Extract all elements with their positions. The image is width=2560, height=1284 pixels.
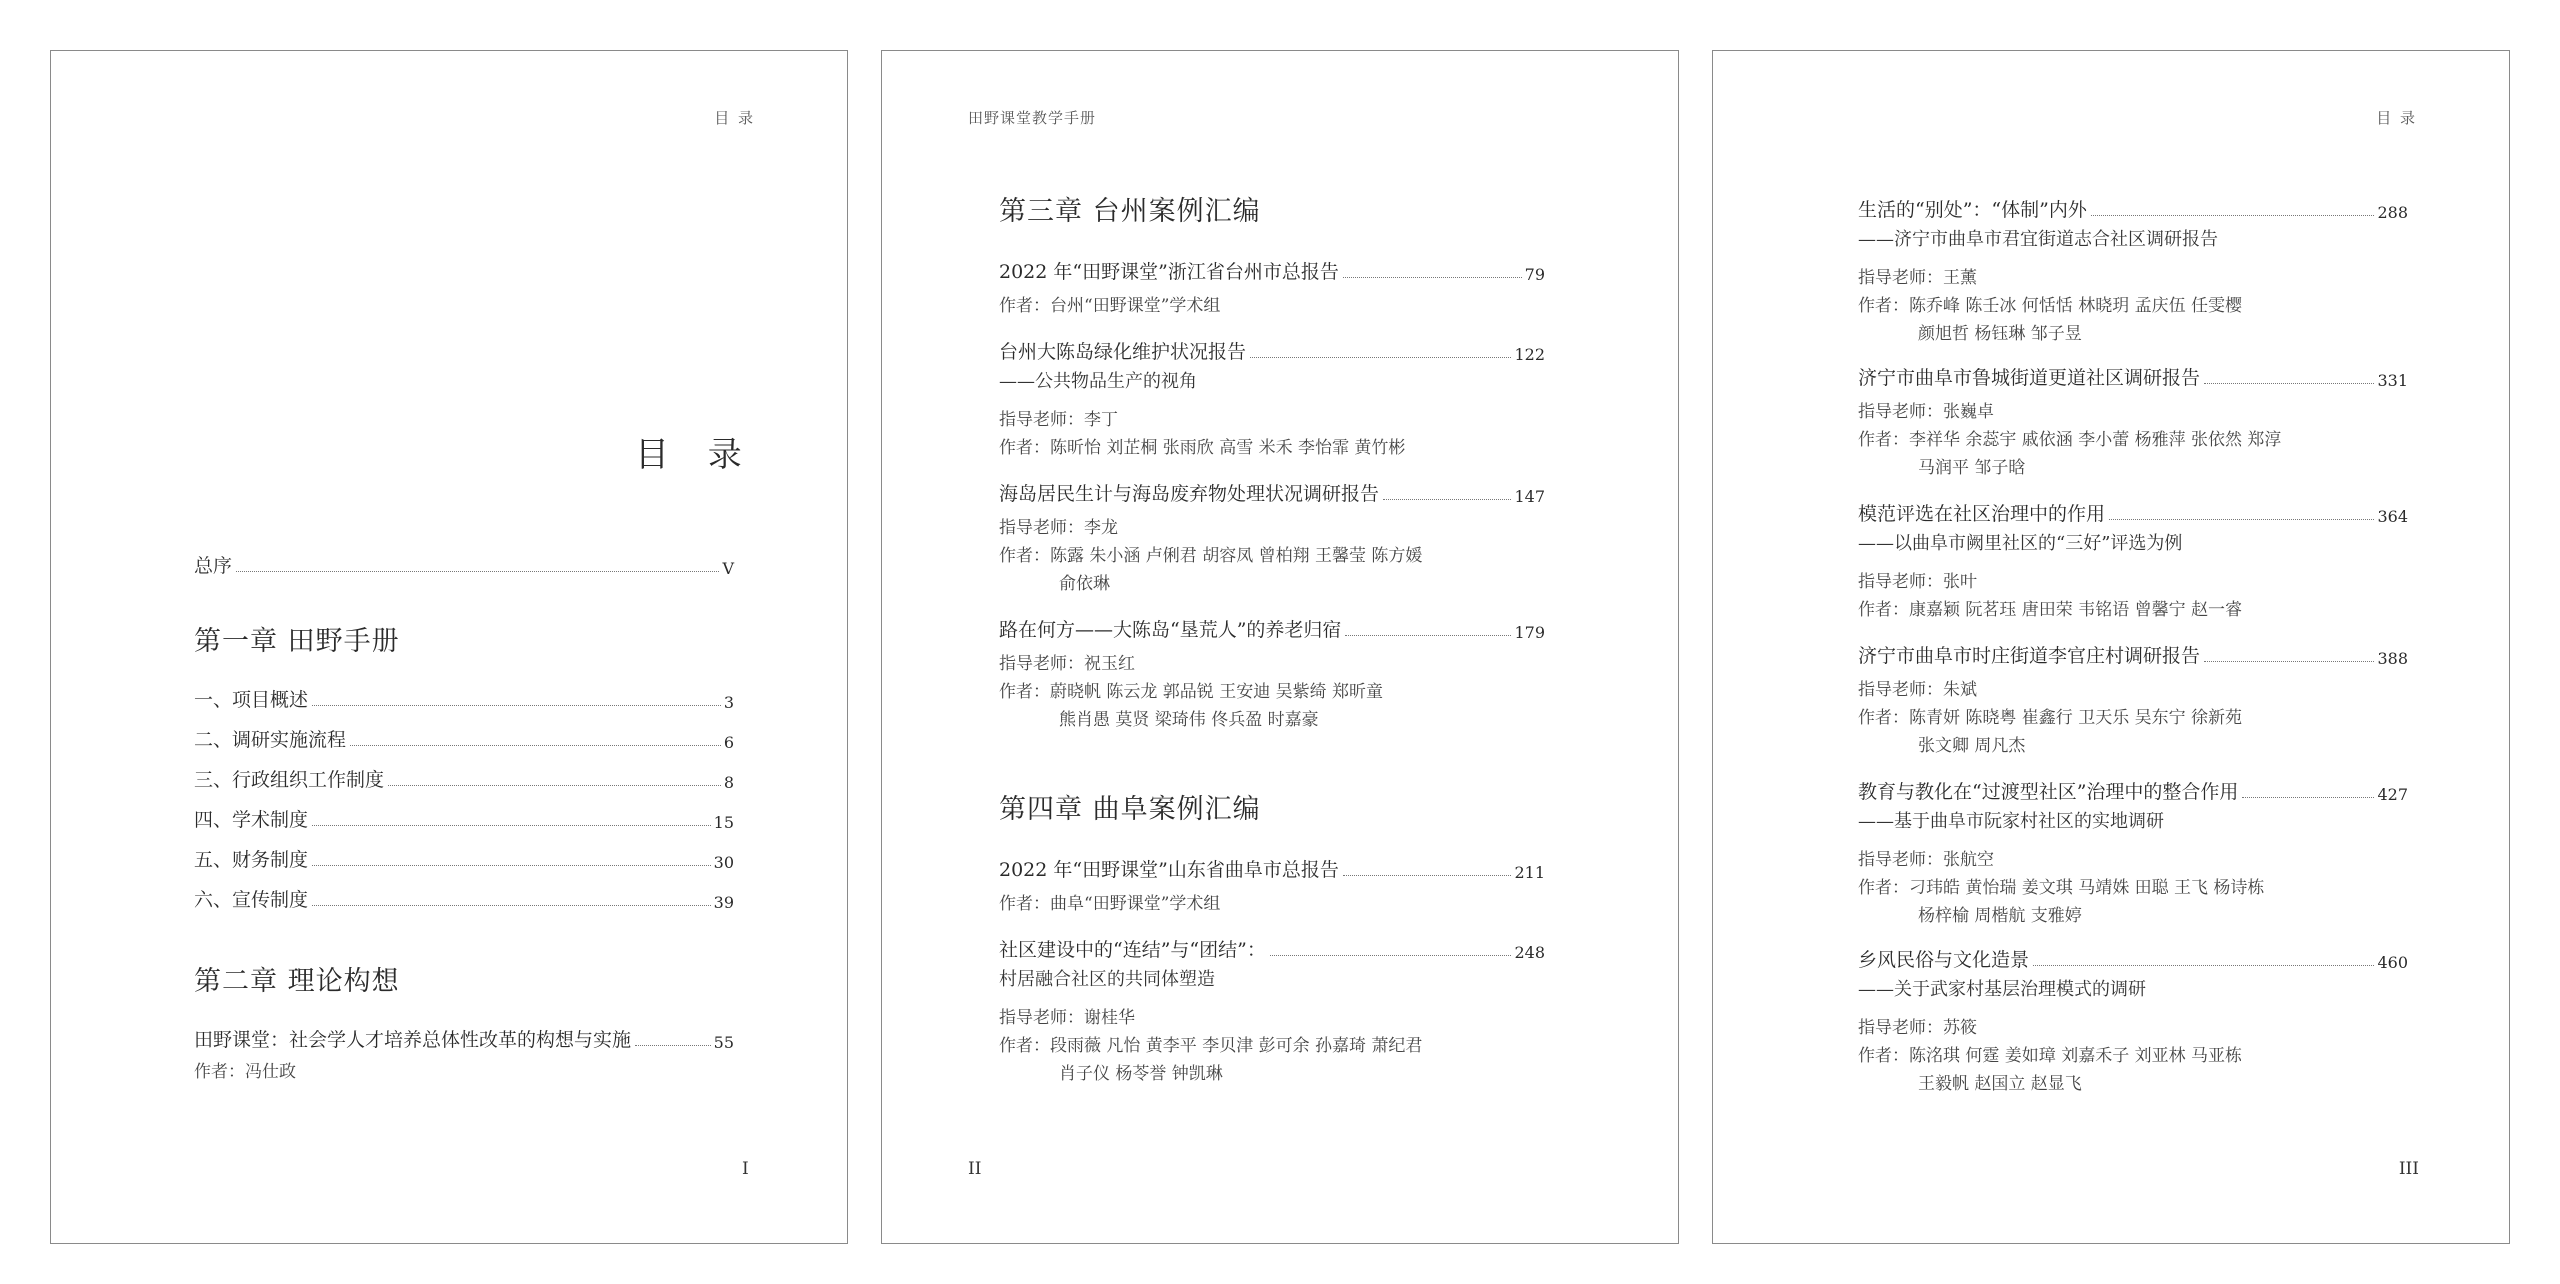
entry-author: 作者：台州“田野课堂”学术组 [999, 296, 1221, 316]
toc-entry[interactable]: 海岛居民生计与海岛废弃物处理状况调研报告 147 [999, 483, 1545, 506]
page-number: II [968, 1159, 982, 1179]
chapter-heading: 第四章 曲阜案例汇编 [999, 794, 1261, 825]
toc-entry[interactable]: 三、行政组织工作制度 8 [194, 769, 734, 792]
toc-entry[interactable]: 乡风民俗与文化造景 460 [1858, 949, 2408, 972]
entry-advisor: 指导老师：王薰 [1858, 268, 1977, 288]
entry-author: 作者：陈昕怡 刘芷桐 张雨欣 高雪 米禾 李怡霏 黄竹彬 [999, 438, 1406, 458]
toc-entry[interactable]: 济宁市曲阜市时庄街道李官庄村调研报告 388 [1858, 645, 2408, 668]
toc-entry[interactable]: 一、项目概述 3 [194, 689, 734, 712]
entry-author-cont: 颜旭哲 杨钰琳 邹子昱 [1918, 324, 2082, 344]
entry-advisor: 指导老师：谢桂华 [999, 1008, 1135, 1028]
entry-author: 作者：陈露 朱小涵 卢俐君 胡容凤 曾柏翔 王馨莹 陈方媛 [999, 546, 1423, 566]
toc-entry[interactable]: 路在何方——大陈岛“垦荒人”的养老归宿 179 [999, 619, 1545, 642]
entry-author: 作者：陈洺琪 何霆 姜如璋 刘嘉禾子 刘亚林 马亚栋 [1858, 1046, 2243, 1066]
entry-subtitle: ——济宁市曲阜市君宜街道志合社区调研报告 [1858, 229, 2218, 250]
page-title: 目 录 [635, 435, 756, 475]
running-header: 目 录 [2376, 109, 2417, 127]
toc-entry[interactable]: 五、财务制度 30 [194, 849, 734, 872]
toc-entry[interactable]: 模范评选在社区治理中的作用 364 [1858, 503, 2408, 526]
toc-entry[interactable]: 台州大陈岛绿化维护状况报告 122 [999, 341, 1545, 364]
toc-entry[interactable]: 社区建设中的“连结”与“团结”： 248 [999, 939, 1545, 962]
entry-author: 作者：蔚晓帆 陈云龙 郭品锐 王安迪 吴紫绮 郑昕童 [999, 682, 1384, 702]
entry-author: 作者：康嘉颖 阮茗珏 唐田荣 韦铭语 曾馨宁 赵一睿 [1858, 600, 2243, 620]
toc-entry[interactable]: 2022 年“田野课堂”山东省曲阜市总报告 211 [999, 859, 1545, 882]
entry-subtitle: ——基于曲阜市阮家村社区的实地调研 [1858, 811, 2164, 832]
toc-entry[interactable]: 教育与教化在“过渡型社区”治理中的整合作用 427 [1858, 781, 2408, 804]
entry-author: 作者：陈青妍 陈晓粤 崔鑫行 卫天乐 吴东宁 徐新苑 [1858, 708, 2243, 728]
toc-entry[interactable]: 六、宣传制度 39 [194, 889, 734, 912]
toc-entry[interactable]: 济宁市曲阜市鲁城街道更道社区调研报告 331 [1858, 367, 2408, 390]
entry-author-cont: 张文卿 周凡杰 [1918, 736, 2026, 756]
entry-advisor: 指导老师：祝玉红 [999, 654, 1135, 674]
entry-advisor: 指导老师：张航空 [1858, 850, 1994, 870]
entry-advisor: 指导老师：张巍卓 [1858, 402, 1994, 422]
toc-entry[interactable]: 总序 V [194, 555, 734, 578]
toc-entry[interactable]: 生活的“别处”：“体制”内外 288 [1858, 199, 2408, 222]
entry-author-cont: 熊肖愚 莫贤 梁琦伟 佟兵盈 时嘉豪 [1059, 710, 1319, 730]
page-number: III [2398, 1159, 2419, 1179]
entry-author: 作者：陈乔峰 陈壬冰 何恬恬 林晓玥 孟庆伍 任雯樱 [1858, 296, 2243, 316]
entry-author: 作者：冯仕政 [194, 1062, 296, 1082]
entry-author-cont: 俞依琳 [1059, 574, 1110, 594]
entry-advisor: 指导老师：李龙 [999, 518, 1118, 538]
entry-author-cont: 马润平 邹子晗 [1918, 458, 2026, 478]
entry-advisor: 指导老师：李丁 [999, 410, 1118, 430]
entry-author-cont: 肖子仪 杨苓誉 钟凯琳 [1059, 1064, 1223, 1084]
toc-page-2 [881, 50, 1679, 1244]
entry-author: 作者：刁玮皓 黄怡瑞 姜文琪 马靖姝 田聪 王飞 杨诗栋 [1858, 878, 2265, 898]
entry-advisor: 指导老师：苏筱 [1858, 1018, 1977, 1038]
chapter-heading: 第一章 田野手册 [194, 626, 400, 657]
toc-page-3 [1712, 50, 2510, 1244]
toc-entry[interactable]: 二、调研实施流程 6 [194, 729, 734, 752]
chapter-heading: 第二章 理论构想 [194, 966, 400, 997]
entry-advisor: 指导老师：张叶 [1858, 572, 1977, 592]
toc-page-1 [50, 50, 848, 1244]
entry-subtitle: ——关于武家村基层治理模式的调研 [1858, 979, 2146, 1000]
page-number: I [742, 1159, 749, 1179]
toc-entry[interactable]: 田野课堂：社会学人才培养总体性改革的构想与实施 55 [194, 1029, 734, 1052]
toc-entry[interactable]: 四、学术制度 15 [194, 809, 734, 832]
running-header: 目 录 [714, 109, 755, 127]
entry-subtitle: ——公共物品生产的视角 [999, 371, 1197, 392]
entry-subtitle: ——以曲阜市阙里社区的“三好”评选为例 [1858, 533, 2183, 554]
entry-author-cont: 杨梓榆 周楷航 支雅婷 [1918, 906, 2082, 926]
entry-advisor: 指导老师：朱斌 [1858, 680, 1977, 700]
entry-author: 作者：段雨薇 凡怡 黄李平 李贝津 彭可余 孙嘉琦 萧纪君 [999, 1036, 1423, 1056]
running-header: 田野课堂教学手册 [968, 109, 1097, 127]
chapter-heading: 第三章 台州案例汇编 [999, 196, 1261, 227]
entry-author-cont: 王毅帆 赵国立 赵显飞 [1918, 1074, 2082, 1094]
entry-author: 作者：李祥华 余蕊宇 戚依涵 李小蕾 杨雅萍 张依然 郑淳 [1858, 430, 2282, 450]
entry-subtitle: 村居融合社区的共同体塑造 [999, 969, 1215, 990]
toc-entry[interactable]: 2022 年“田野课堂”浙江省台州市总报告 79 [999, 261, 1545, 284]
entry-author: 作者：曲阜“田野课堂”学术组 [999, 894, 1221, 914]
